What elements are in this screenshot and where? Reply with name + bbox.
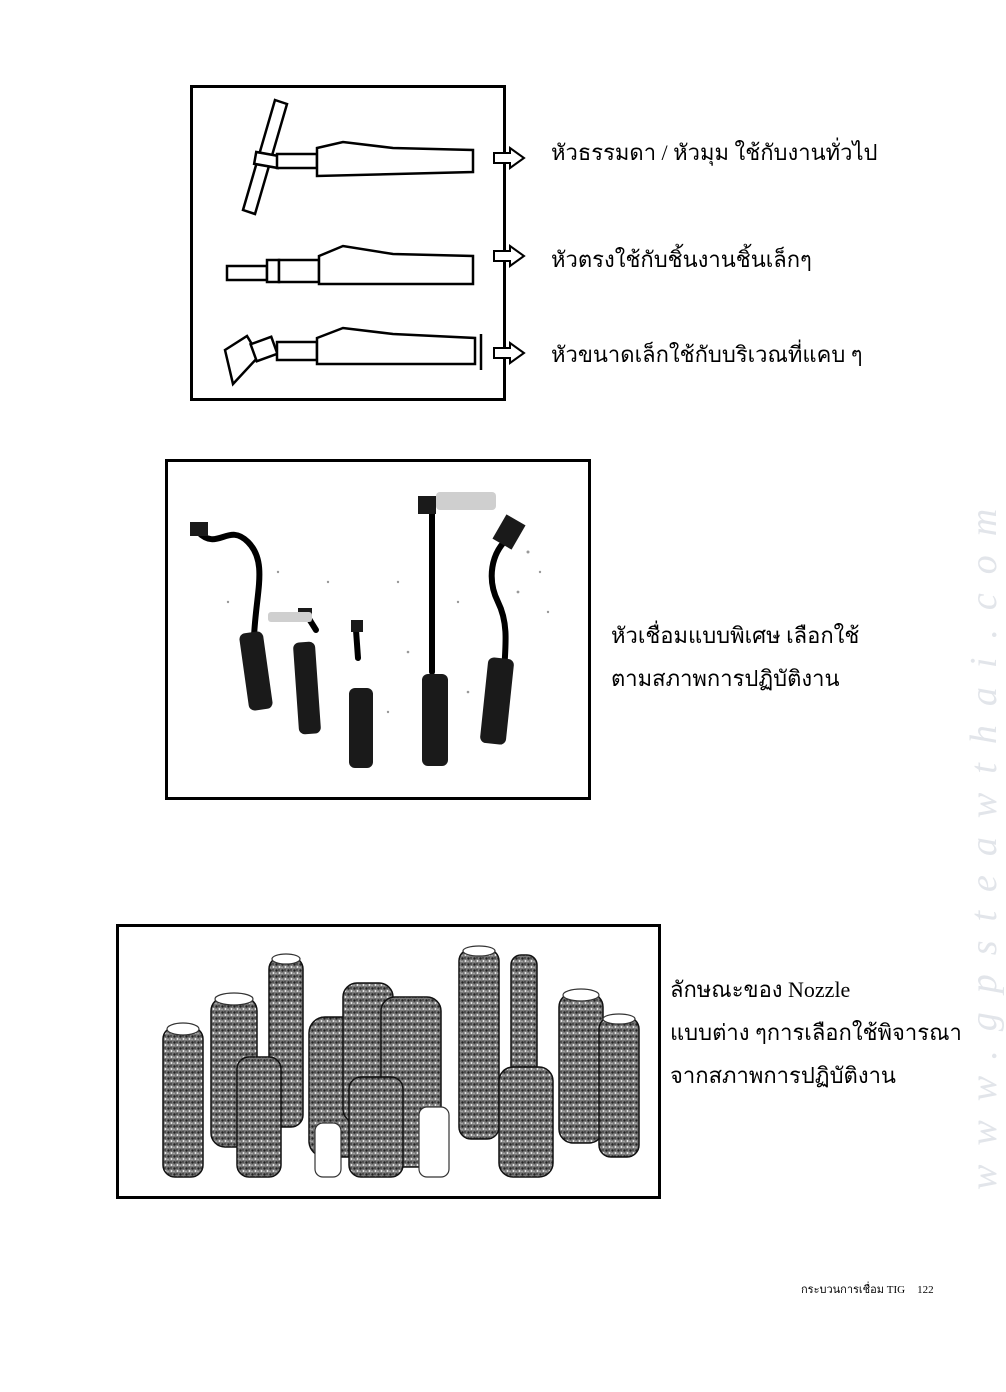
page-number: 122 bbox=[917, 1284, 934, 1296]
special-torches-photo bbox=[168, 462, 588, 797]
nozzles-caption-line-1: ลักษณะของ Nozzle bbox=[670, 977, 851, 1002]
nozzles-caption-line-3: จากสภาพการปฏิบัติงาน bbox=[670, 1063, 896, 1088]
torch-type-label-1: หัวธรรมดา / หัวมุม ใช้กับงานทั่วไป bbox=[551, 140, 878, 165]
nozzles-caption bbox=[670, 968, 962, 1097]
watermark-text: www.gpsteawthai.com bbox=[963, 489, 1005, 1190]
torch-type-label-2: หัวตรงใช้กับชิ้นงานชิ้นเล็กๆ bbox=[551, 247, 812, 272]
torch-type-label-3: หัวขนาดเล็กใช้กับบริเวณที่แคบ ๆ bbox=[551, 342, 863, 367]
torch-types-drawing bbox=[193, 88, 503, 398]
footer-title: กระบวนการเชื่อม TIG bbox=[801, 1284, 906, 1296]
special-torches-caption-line-2: ตามสภาพการปฏิบัติงาน bbox=[611, 666, 840, 691]
nozzles-figure bbox=[116, 924, 661, 1199]
torch-types-figure bbox=[190, 85, 506, 401]
torch-body-1 bbox=[317, 142, 473, 176]
torch-body-2 bbox=[319, 246, 473, 284]
arrow-right-icon bbox=[492, 147, 526, 169]
special-torches-caption-line-1: หัวเชื่อมแบบพิเศษ เลือกใช้ bbox=[611, 623, 860, 648]
arrow-right-icon bbox=[492, 342, 526, 364]
nozzles-photo bbox=[119, 927, 658, 1196]
page-footer bbox=[801, 1280, 934, 1298]
special-torches-figure bbox=[165, 459, 591, 800]
arrow-right-icon bbox=[492, 245, 526, 267]
nozzles-caption-line-2: แบบต่าง ๆการเลือกใช้พิจารณา bbox=[670, 1020, 962, 1045]
special-torches-caption bbox=[611, 614, 859, 700]
torch-body-3 bbox=[317, 328, 475, 364]
